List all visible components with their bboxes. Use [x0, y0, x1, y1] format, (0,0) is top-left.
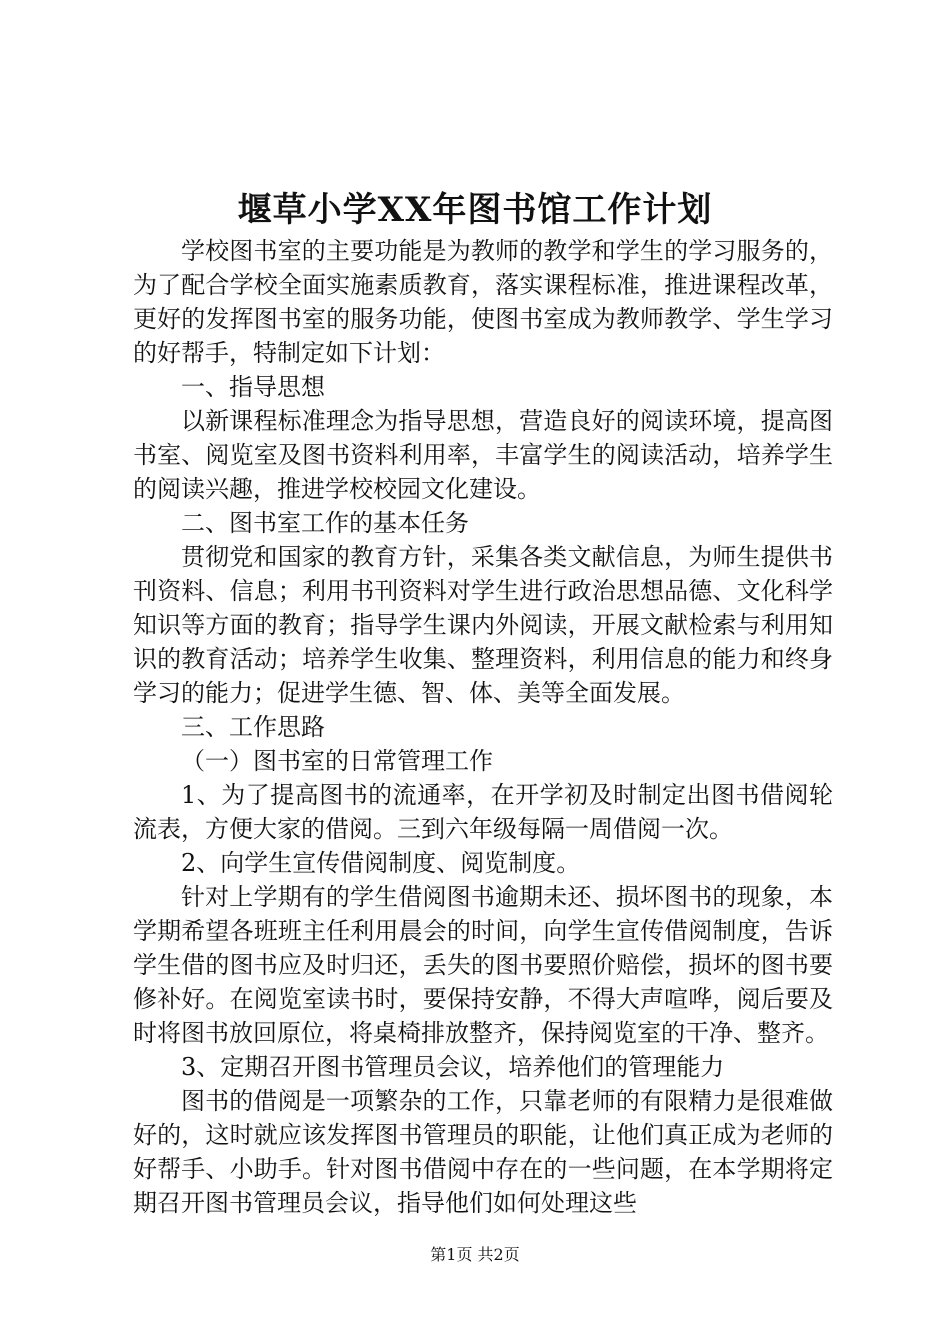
- paragraph-basic-tasks: 贯彻党和国家的教育方针，采集各类文献信息，为师生提供书刊资料、信息；利用书刊资料对学生进行政治思想品德、文化科学知识等方面的教育；指导学生课内外阅读，开展文献检索与利用知识的教育活动；培养学生收集、整理资料，利用信息的能力和终身学习的能力；促进学生德、智、体、美等全面发展。: [133, 543, 833, 707]
- paragraph-intro: 学校图书室的主要功能是为教师的教学和学生的学习服务的，为了配合学校全面实施素质教育，落实课程标准，推进课程改革，更好的发挥图书室的服务功能，使图书室成为教师教学、学生学习的好帮手，特制定如下计划：: [133, 237, 833, 367]
- page-footer: 第1页 共2页: [430, 1245, 520, 1264]
- document-title: 堰草小学XX年图书馆工作计划: [237, 190, 713, 230]
- document-body: [133, 234, 833, 1220]
- item-3: 3、定期召开图书管理员会议，培养他们的管理能力: [181, 1053, 725, 1081]
- item-2: 2、向学生宣传借阅制度、阅览制度。: [181, 849, 581, 877]
- paragraph-librarian-meetings: 图书的借阅是一项繁杂的工作，只靠老师的有限精力是很难做好的，这时就应该发挥图书管理员的职能，让他们真正成为老师的好帮手、小助手。针对图书借阅中存在的一些问题，在本学期将定期召开图书管理员会议，指导他们如何处理这些: [133, 1087, 833, 1217]
- heading-work-approach: 三、工作思路: [181, 713, 325, 741]
- paragraph-guiding-ideology: 以新课程标准理念为指导思想，营造良好的阅读环境，提高图书室、阅览室及图书资料利用率，丰富学生的阅读活动，培养学生的阅读兴趣，推进学校校园文化建设。: [133, 407, 833, 503]
- item-1: 1、为了提高图书的流通率，在开学初及时制定出图书借阅轮流表，方便大家的借阅。三到六年级每隔一周借阅一次。: [133, 781, 833, 843]
- paragraph-borrowing-rules: 针对上学期有的学生借阅图书逾期未还、损坏图书的现象，本学期希望各班班主任利用晨会的时间，向学生宣传借阅制度，告诉学生借的图书应及时归还，丢失的图书要照价赔偿，损坏的图书要修补好。在阅览室读书时，要保持安静，不得大声喧哗，阅后要及时将图书放回原位，将桌椅排放整齐，保持阅览室的干净、整齐。: [133, 883, 833, 1047]
- heading-basic-tasks: 二、图书室工作的基本任务: [181, 509, 469, 537]
- subheading-daily-management: （一）图书室的日常管理工作: [181, 747, 493, 775]
- heading-guiding-ideology: 一、指导思想: [181, 373, 325, 401]
